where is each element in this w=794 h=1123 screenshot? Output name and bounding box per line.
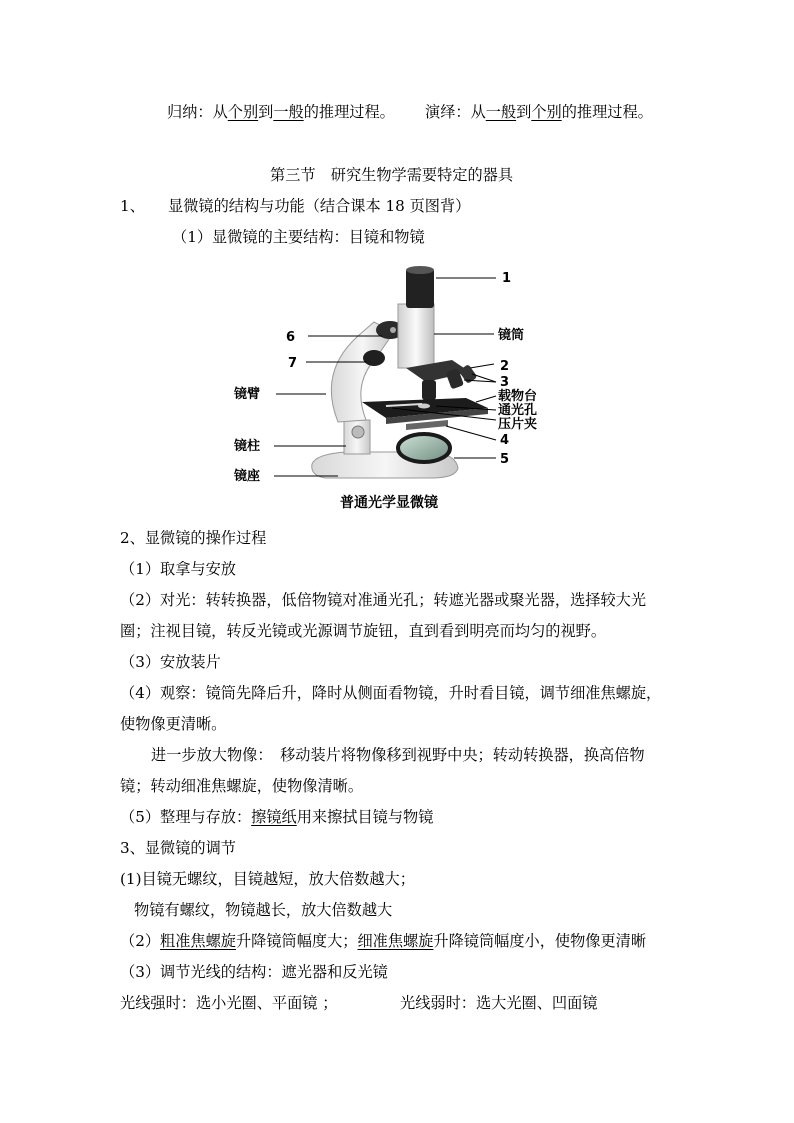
- item2-step4-line2: 使物像更清晰。: [120, 715, 227, 733]
- label-3: 3: [500, 375, 510, 390]
- pillar-knob: [352, 426, 364, 438]
- underlined-term: 粗准焦螺旋: [160, 932, 236, 950]
- deduction-prefix: 演绎：从: [425, 103, 486, 121]
- label-tube: 镜筒: [498, 328, 525, 343]
- underlined-term: 细准焦螺旋: [357, 932, 434, 950]
- item3-objective-rule: 物镜有螺纹，物镜越长，放大倍数越大: [134, 901, 393, 919]
- underlined-term: 一般: [273, 103, 304, 121]
- induction-prefix: 归纳：从: [167, 103, 228, 121]
- deduction-line: [425, 102, 653, 122]
- item2-step4-line3: 进一步放大物像： 移动装片将物像移到视野中央；转动转换器，换高倍物: [151, 746, 645, 764]
- microscope-figure: [226, 262, 566, 514]
- induction-suffix: 的推理过程。: [303, 103, 395, 121]
- item3-strong-light: 光线强时：选小光圈、平面镜 ；: [120, 994, 338, 1012]
- label-base: 镜座: [234, 469, 261, 484]
- focus-suffix: 升降镜筒幅度小，使物像更清晰: [433, 932, 647, 950]
- label-hole: 通光孔: [498, 403, 538, 418]
- deduction-suffix: 的推理过程。: [561, 103, 653, 121]
- mirror-shape: [398, 434, 450, 462]
- label-stage: 载物台: [498, 389, 538, 404]
- underlined-term: 个别: [531, 103, 562, 121]
- induction-connector: 到: [258, 103, 274, 121]
- label-clip: 压片夹: [498, 417, 538, 432]
- label-7: 7: [288, 356, 298, 371]
- knob-center: [390, 327, 396, 333]
- diaphragm-shape: [406, 420, 448, 430]
- step5-prefix: （5）整理与存放：: [120, 808, 252, 826]
- item2-title: 2、显微镜的操作过程: [120, 529, 267, 547]
- focus-prefix: （2）: [120, 932, 161, 950]
- section-title: 第三节 研究生物学需要特定的器具: [270, 166, 513, 184]
- fine-knob-shape: [363, 350, 385, 366]
- item3-eyepiece-rule: (1)目镜无螺纹，目镜越短，放大倍数越大；: [120, 870, 415, 888]
- item2-step2-line1: （2）对光：转转换器，低倍物镜对准通光孔；转遮光器或聚光器，选择较大光: [120, 591, 647, 609]
- item3-weak-light: 光线弱时：选大光圈、凹面镜: [400, 994, 598, 1012]
- item1-number: 1、: [120, 197, 145, 215]
- eyepiece-top: [406, 266, 434, 274]
- item1-text: 显微镜的结构与功能（结合课本 18 页图背）: [168, 197, 471, 215]
- item2-step1: （1）取拿与安放: [120, 560, 236, 578]
- label-4: 4: [500, 433, 510, 448]
- objective-shape: [422, 380, 436, 400]
- item3-light-structure: （3）调节光线的结构：遮光器和反光镜: [120, 963, 388, 981]
- item3-focus-rule: [120, 931, 646, 951]
- step5-suffix: 用来擦拭目镜与物镜: [296, 808, 434, 826]
- item2-step3: （3）安放装片: [120, 653, 221, 671]
- label-2: 2: [500, 359, 510, 374]
- item1-subtitle: （1）显微镜的主要结构：目镜和物镜: [172, 228, 425, 246]
- label-6: 6: [286, 330, 296, 345]
- focus-mid: 升降镜筒幅度大；: [235, 932, 358, 950]
- label-1: 1: [502, 271, 512, 286]
- tube-shape: [398, 304, 434, 368]
- leader-lines: [274, 278, 496, 476]
- item2-step2-line2: 圈；注视目镜，转反光镜或光源调节旋钮，直到看到明亮而均匀的视野。: [120, 622, 606, 640]
- item2-step4-line1: （4）观察：镜筒先降后升，降时从侧面看物镜，升时看目镜，调节细准焦螺旋，: [120, 684, 662, 702]
- underlined-term: 一般: [485, 103, 517, 121]
- induction-line: [167, 102, 395, 122]
- item3-title: 3、显微镜的调节: [120, 839, 236, 857]
- label-5: 5: [500, 452, 510, 467]
- underlined-term: 擦镜纸: [251, 808, 297, 826]
- label-pillar: 镜柱: [234, 439, 261, 454]
- item2-step5: [120, 807, 433, 827]
- item2-step4-line4: 镜；转动细准焦螺旋，使物像清晰。: [120, 777, 363, 795]
- deduction-connector: 到: [516, 103, 532, 121]
- figure-caption: 普通光学显微镜: [340, 495, 438, 511]
- label-arm: 镜臂: [234, 387, 261, 402]
- underlined-term: 个别: [227, 103, 259, 121]
